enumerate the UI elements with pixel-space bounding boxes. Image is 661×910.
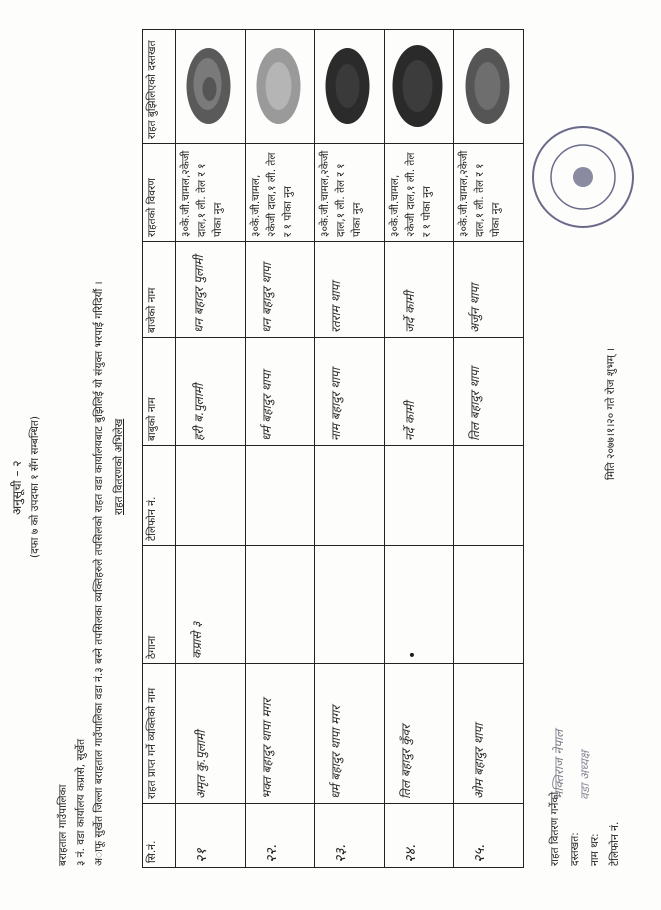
recipient-address: कप्रासे ३ <box>190 621 204 659</box>
record-title: राहत वितरणको अभिलेख <box>113 418 125 515</box>
table-header-row <box>143 30 176 868</box>
date-line: मिति २०७७।१।२० गते रोज शुभम् । <box>605 347 617 480</box>
grandfather-name: धन बहादुर थापा <box>259 263 274 333</box>
annex-subtitle: (दफा ७ को उपदफा १ सँग सम्बन्धित) <box>29 415 41 558</box>
relief-details: ३०के.जी.चामल,२केजी दाल,१ ली. तेल र १ पोका नुन <box>458 150 503 237</box>
recipient-name: धर्म बहादुर थापा मगर <box>329 705 344 799</box>
thumbprint-image <box>321 44 378 130</box>
col-header-signature: राहत बुझिलिएको दस्तखत <box>143 30 176 144</box>
father-name: धर्म बहादुर थापा <box>259 370 274 441</box>
phone-label: टेलिफोन नं. <box>609 821 621 866</box>
recipient-name: अमृत कु.पुलामी <box>194 730 208 799</box>
thumbprint-image <box>389 42 450 132</box>
annex-title: अनुसूची – २ <box>10 460 24 515</box>
father-name: हरी ब.पुलामी <box>192 383 206 441</box>
table-row <box>176 30 246 868</box>
distributor-signature: भक्तिराज नेपाल <box>552 729 566 800</box>
recipient-name: भक्त बहादुर थापा मगर <box>259 698 274 799</box>
distributor-label: राहत वितरण गर्नेको <box>549 791 561 866</box>
table-row: २४. तिल बहादुर कुँवर • नर्दे कामी जर्दे कामी ३०के.जी.चामल, २केजी दाल,१ ली. तेल र १ पोका नुन <box>384 30 454 868</box>
thumbprint-image <box>182 44 239 130</box>
grandfather-name: अर्जुन थापा <box>468 283 483 333</box>
row-serial: २५. <box>472 843 489 863</box>
relief-details: ३०के.जी.चामल, २केजी दाल,१ ली. तेल र १ पोका नुन <box>249 152 294 237</box>
col-header-father: बाबुको नाम <box>143 338 176 446</box>
col-header-phone: टेलिफोन नं. <box>143 446 176 546</box>
col-header-sn: सि.नं. <box>143 804 176 868</box>
table-row <box>454 30 524 868</box>
relief-details: ३०के.जी.चामल,२केजी दाल,१ ली. तेल र १ पोका नुन <box>319 150 364 237</box>
row-serial: २१ <box>194 848 210 863</box>
table-row <box>245 30 315 868</box>
office-address: ३ नं. वडा कार्यालय कप्रासे, सुर्खेत <box>75 738 87 866</box>
ward-stamp-text: वडा अध्यक्ष <box>578 750 592 800</box>
father-name: नाम बहादुर थापा <box>329 368 344 441</box>
recipient-name: ओम बहादुर थापा <box>472 723 487 799</box>
grandfather-name: जर्दे कामी <box>402 291 417 333</box>
father-name: तिल बहादुर थापा <box>468 366 483 441</box>
table-row <box>315 30 385 868</box>
name-position-label: नाम थर: <box>589 833 601 866</box>
row-serial: २४. <box>402 843 419 863</box>
municipality-name: बराहताल गाउँपालिका <box>57 784 69 866</box>
col-header-grandfather: बाजेको नाम <box>143 242 176 338</box>
relief-distribution-table <box>142 29 524 868</box>
row-serial: २२. <box>263 843 280 863</box>
col-header-recipient: राहत प्राप्त गर्ने व्यक्तिको नाम <box>143 664 176 804</box>
signature-label: दस्तखत: <box>569 832 581 866</box>
intro-text: अाफू सुर्खेत जिल्ला बराहताल गाउँपालिका वडा नं.३ बस्ने तपसिलका व्यक्तिहरुले तपसिलको राहत वडा कार्यालयबाट बुझिलिई यो संयुक्त भरपाई गरिदियौं । <box>93 281 105 866</box>
office-seal-stamp <box>528 122 642 232</box>
col-header-relief-details: राहतको विवरण <box>143 144 176 242</box>
grandfather-name: रतराम थापा <box>329 281 344 333</box>
row-serial: २३. <box>333 843 350 863</box>
relief-details: ३०के.जी.चामल, २केजी दाल,१ ली. तेल र १ पोका नुन <box>388 152 433 237</box>
grandfather-name: धन बहादुर पुलामी <box>192 255 206 333</box>
thumbprint-image <box>460 44 517 130</box>
relief-details: ३०के.जी.चामल,२केजी दाल,१ ली. तेल र १ पोका नुन <box>180 150 224 237</box>
father-name: नर्दे कामी <box>402 401 417 441</box>
col-header-address: ठेगाना <box>143 546 176 664</box>
thumbprint-image <box>251 44 308 130</box>
recipient-name: तिल बहादुर कुँवर <box>398 724 413 799</box>
